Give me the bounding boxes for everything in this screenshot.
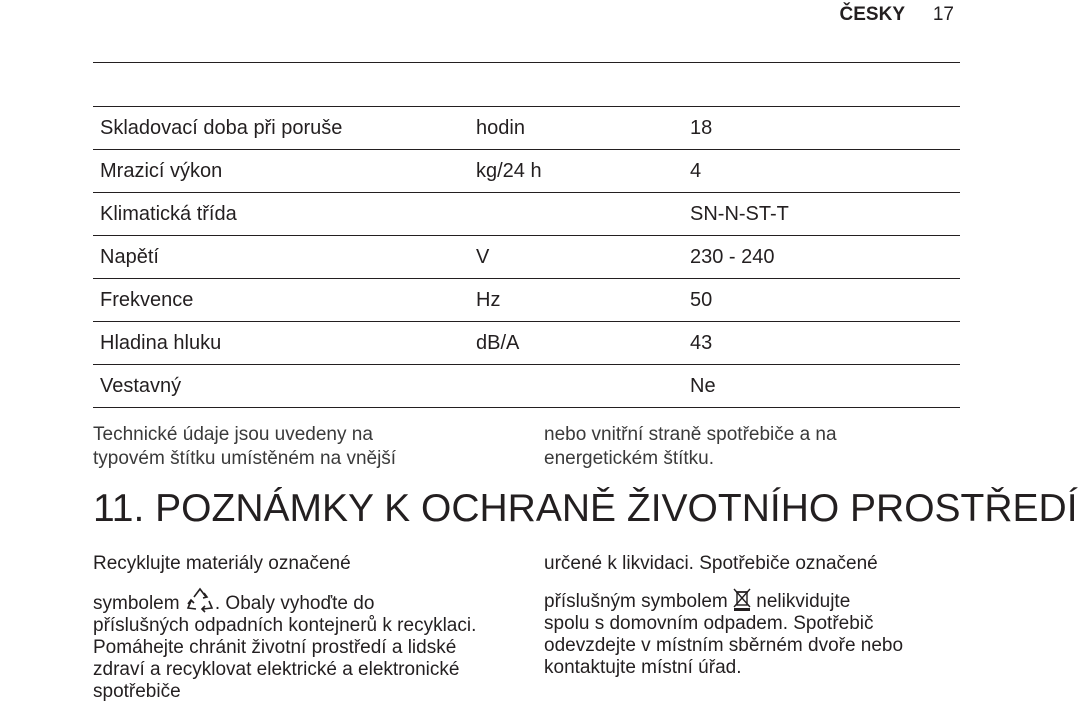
env-text-paragraph: příslušných odpadních kontejnerů k recyklaci. Pomáhejte chránit životní prostředí a lidské zdraví a recyklovat elektrické a elektronické spotřebiče bbox=[93, 615, 477, 702]
spec-unit: hodin bbox=[469, 107, 683, 150]
tech-note-line: typovém štítku umístěném na vnější bbox=[93, 448, 397, 469]
tech-note-line: energetickém štítku. bbox=[544, 448, 715, 469]
env-text-line bbox=[93, 587, 513, 615]
spec-unit bbox=[469, 365, 683, 408]
section-heading bbox=[93, 487, 1078, 531]
spec-label: Mrazicí výkon bbox=[93, 150, 469, 193]
spec-unit bbox=[469, 193, 683, 236]
table-header-row bbox=[93, 63, 960, 107]
spec-value: 43 bbox=[683, 322, 960, 365]
table-row bbox=[93, 193, 960, 236]
crossed-out-bin-icon bbox=[733, 587, 751, 611]
spec-label: Vestavný bbox=[93, 365, 469, 408]
spec-label: Napětí bbox=[93, 236, 469, 279]
env-text-line: Recyklujte materiály označené bbox=[93, 553, 351, 574]
table-row bbox=[93, 150, 960, 193]
env-text-fragment: nelikvidujte bbox=[756, 591, 851, 612]
env-text-line bbox=[544, 587, 960, 613]
table-row bbox=[93, 107, 960, 150]
section-title: POZNÁMKY K OCHRANĚ ŽIVOTNÍHO PROSTŘEDÍ bbox=[155, 487, 1078, 530]
spec-value: 18 bbox=[683, 107, 960, 150]
tech-note-left bbox=[93, 423, 493, 471]
spec-value: 230 - 240 bbox=[683, 236, 960, 279]
table-row bbox=[93, 322, 960, 365]
tech-note-line: nebo vnitřní straně spotřebiče a na bbox=[544, 424, 837, 445]
page-number: 17 bbox=[932, 4, 954, 25]
env-text-fragment: . Obaly vyhoďte do bbox=[214, 593, 375, 614]
environment-text-left bbox=[93, 553, 513, 703]
spec-label: Klimatická třída bbox=[93, 193, 469, 236]
tech-note-right bbox=[544, 423, 944, 471]
tech-note-line: Technické údaje jsou uvedeny na bbox=[93, 424, 373, 445]
spec-label: Skladovací doba při poruše bbox=[93, 107, 469, 150]
spec-unit: dB/A bbox=[469, 322, 683, 365]
env-text-fragment: příslušným symbolem bbox=[544, 591, 728, 612]
spec-value: SN-N-ST-T bbox=[683, 193, 960, 236]
page-header bbox=[0, 2, 960, 26]
section-number: 11. bbox=[93, 487, 145, 530]
table-row bbox=[93, 365, 960, 408]
spec-unit: Hz bbox=[469, 279, 683, 322]
spec-value: Ne bbox=[683, 365, 960, 408]
spec-label: Frekvence bbox=[93, 279, 469, 322]
env-text-line: určené k likvidaci. Spotřebiče označené bbox=[544, 553, 878, 574]
table-row bbox=[93, 279, 960, 322]
spec-unit: kg/24 h bbox=[469, 150, 683, 193]
spec-value: 50 bbox=[683, 279, 960, 322]
environment-text-right bbox=[544, 553, 960, 679]
spec-value: 4 bbox=[683, 150, 960, 193]
env-text-fragment: symbolem bbox=[93, 593, 180, 614]
technical-specs-table bbox=[93, 62, 960, 408]
table-row bbox=[93, 236, 960, 279]
language-label: ČESKY bbox=[839, 4, 905, 25]
spec-unit: V bbox=[469, 236, 683, 279]
recycle-icon bbox=[185, 587, 215, 613]
spec-label: Hladina hluku bbox=[93, 322, 469, 365]
env-text-paragraph: spolu s domovním odpadem. Spotřebič odevzdejte v místním sběrném dvoře nebo kontaktujte místní úřad. bbox=[544, 613, 904, 678]
